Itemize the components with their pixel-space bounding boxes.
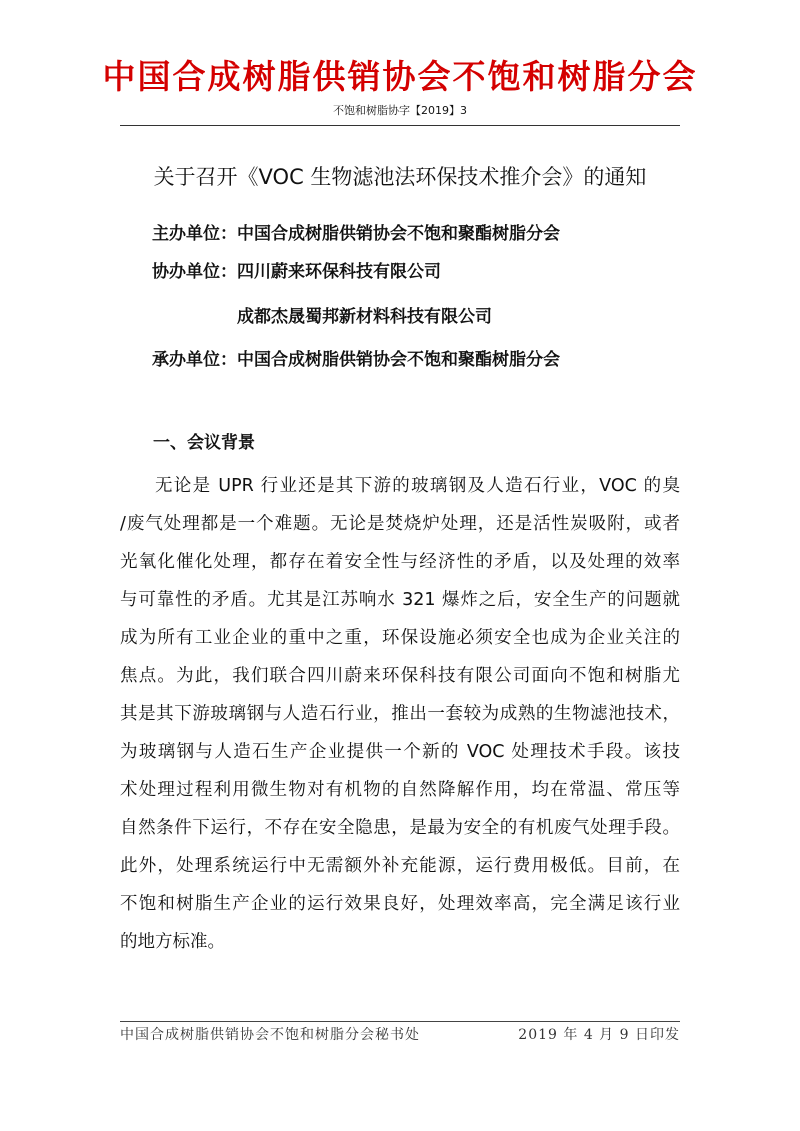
paragraph-line: 自然条件下运行，不存在安全隐患，是最为安全的有机废气处理手段。 xyxy=(120,818,680,838)
paragraph-line: 为玻璃钢与人造石生产企业提供一个新的 VOC 处理技术手段。该技 xyxy=(120,742,680,762)
undertaker-row xyxy=(152,345,560,375)
undertaker-label: 承办单位： xyxy=(152,350,237,370)
co-organizer-row-2 xyxy=(237,302,492,332)
header-divider xyxy=(120,125,680,126)
paragraph-line: 成为所有工业企业的重中之重，环保设施必须安全也成为企业关注的 xyxy=(120,628,680,648)
letterhead-title: 中国合成树脂供销协会不饱和树脂分会 xyxy=(102,57,698,96)
section-heading: 一、会议背景 xyxy=(153,433,255,453)
paragraph-line: 焦点。为此，我们联合四川蔚来环保科技有限公司面向不饱和树脂尤 xyxy=(120,666,680,686)
co-organizer-value-2: 成都杰晟蜀邦新材料科技有限公司 xyxy=(237,307,492,327)
undertaker-value: 中国合成树脂供销协会不饱和聚酯树脂分会 xyxy=(237,350,560,370)
notice-title: 关于召开《VOC 生物滤池法环保技术推介会》的通知 xyxy=(153,165,647,189)
co-organizer-row xyxy=(152,257,441,287)
paragraph-line: 无论是 UPR 行业还是其下游的玻璃钢及人造石行业，VOC 的臭 xyxy=(155,476,680,496)
host-organizer-row xyxy=(152,219,560,249)
host-organizer-label: 主办单位： xyxy=(152,224,237,244)
paragraph-line: 与可靠性的矛盾。尤其是江苏响水 321 爆炸之后，安全生产的问题就 xyxy=(120,590,680,610)
host-organizer-value: 中国合成树脂供销协会不饱和聚酯树脂分会 xyxy=(237,224,560,244)
footer-divider xyxy=(120,1021,680,1022)
co-organizer-label: 协办单位： xyxy=(152,262,237,282)
paragraph-line: 此外，处理系统运行中无需额外补充能源，运行费用极低。目前，在 xyxy=(120,856,680,876)
paragraph-line: 其是其下游玻璃钢与人造石行业，推出一套较为成熟的生物滤池技术， xyxy=(120,704,680,724)
paragraph-line: 的地方标准。 xyxy=(120,932,225,952)
footer-issuer: 中国合成树脂供销协会不饱和树脂分会秘书处 xyxy=(120,1027,420,1043)
document-number: 不饱和树脂协字【2019】3 xyxy=(333,104,467,117)
paragraph-line: 不饱和树脂生产企业的运行效果良好，处理效率高，完全满足该行业 xyxy=(120,894,680,914)
co-organizer-value-1: 四川蔚来环保科技有限公司 xyxy=(237,262,441,282)
paragraph-line: /废气处理都是一个难题。无论是焚烧炉处理，还是活性炭吸附，或者 xyxy=(120,514,680,534)
footer-date: 2019 年 4 月 9 日印发 xyxy=(518,1027,680,1043)
paragraph-line: 光氧化催化处理，都存在着安全性与经济性的矛盾，以及处理的效率 xyxy=(120,552,680,572)
paragraph-line: 术处理过程利用微生物对有机物的自然降解作用，均在常温、常压等 xyxy=(120,780,680,800)
